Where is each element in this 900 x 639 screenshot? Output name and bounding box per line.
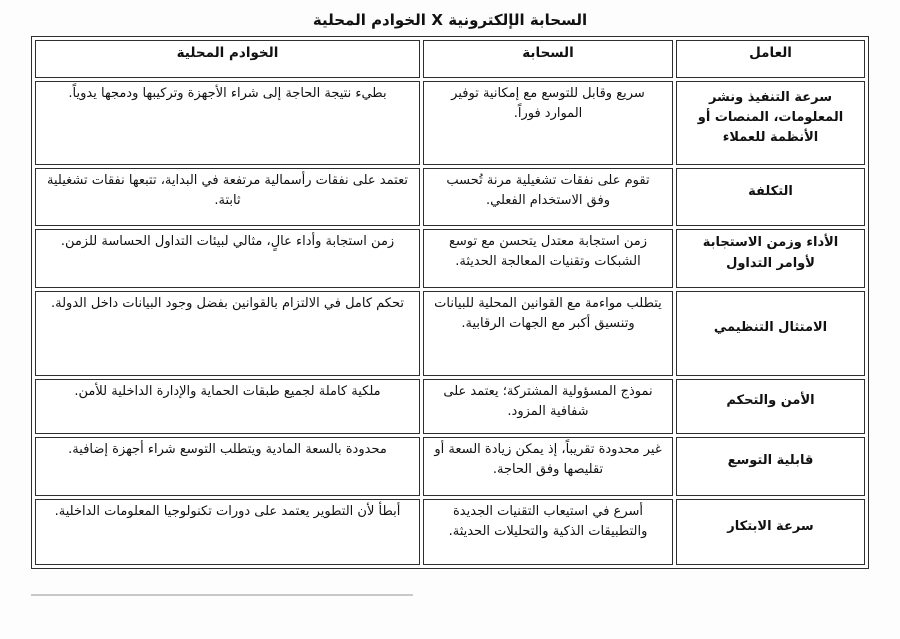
table-row [35,168,865,226]
table-row [35,499,865,565]
cloud-cell: غير محدودة تقريباً، إذ يمكن زيادة السعة أو تقليصها وفق الحاجة. [423,437,673,496]
factor-cell: سرعة التنفيذ ونشر المعلومات، المنصات أو الأنظمة للعملاء [676,81,865,165]
local-cell: زمن استجابة وأداء عالٍ، مثالي لبيئات التداول الحساسة للزمن. [35,229,420,288]
header-local: الخوادم المحلية [35,40,420,78]
header-cloud: السحابة [423,40,673,78]
table-edge-artifact [31,594,413,596]
factor-cell: سرعة الابتكار [676,499,865,565]
table-row [35,379,865,434]
factor-cell: التكلفة [676,168,865,226]
local-cell: تحكم كامل في الالتزام بالقوانين بفضل وجود البيانات داخل الدولة. [35,291,420,376]
factor-cell: قابلية التوسع [676,437,865,496]
factor-cell: الأداء وزمن الاستجابة لأوامر التداول [676,229,865,288]
table-row [35,229,865,288]
cloud-cell: سريع وقابل للتوسع مع إمكانية توفير الموارد فوراً. [423,81,673,165]
comparison-table [31,36,869,569]
local-cell: بطيء نتيجة الحاجة إلى شراء الأجهزة وتركيبها ودمجها يدوياً. [35,81,420,165]
cloud-cell: زمن استجابة معتدل يتحسن مع توسع الشبكات وتقنيات المعالجة الحديثة. [423,229,673,288]
factor-cell: الأمن والتحكم [676,379,865,434]
table-row [35,81,865,165]
header-factor: العامل [676,40,865,78]
local-cell: محدودة بالسعة المادية ويتطلب التوسع شراء أجهزة إضافية. [35,437,420,496]
page-title: السحابة الإلكترونية X الخوادم المحلية [312,11,588,29]
table-row [35,437,865,496]
cloud-cell: يتطلب مواءمة مع القوانين المحلية للبيانات وتنسيق أكبر مع الجهات الرقابية. [423,291,673,376]
cloud-cell: نموذج المسؤولية المشتركة؛ يعتمد على شفافية المزود. [423,379,673,434]
local-cell: تعتمد على نفقات رأسمالية مرتفعة في البداية، تتبعها نفقات تشغيلية ثابتة. [35,168,420,226]
local-cell: ملكية كاملة لجميع طبقات الحماية والإدارة الداخلية للأمن. [35,379,420,434]
cloud-cell: تقوم على نفقات تشغيلية مرنة تُحسب وفق الاستخدام الفعلي. [423,168,673,226]
local-cell: أبطأ لأن التطوير يعتمد على دورات تكنولوجيا المعلومات الداخلية. [35,499,420,565]
factor-cell: الامتثال التنظيمي [676,291,865,376]
table-row [35,291,865,376]
header-row [35,40,865,78]
cloud-cell: أسرع في استيعاب التقنيات الجديدة والتطبيقات الذكية والتحليلات الحديثة. [423,499,673,565]
